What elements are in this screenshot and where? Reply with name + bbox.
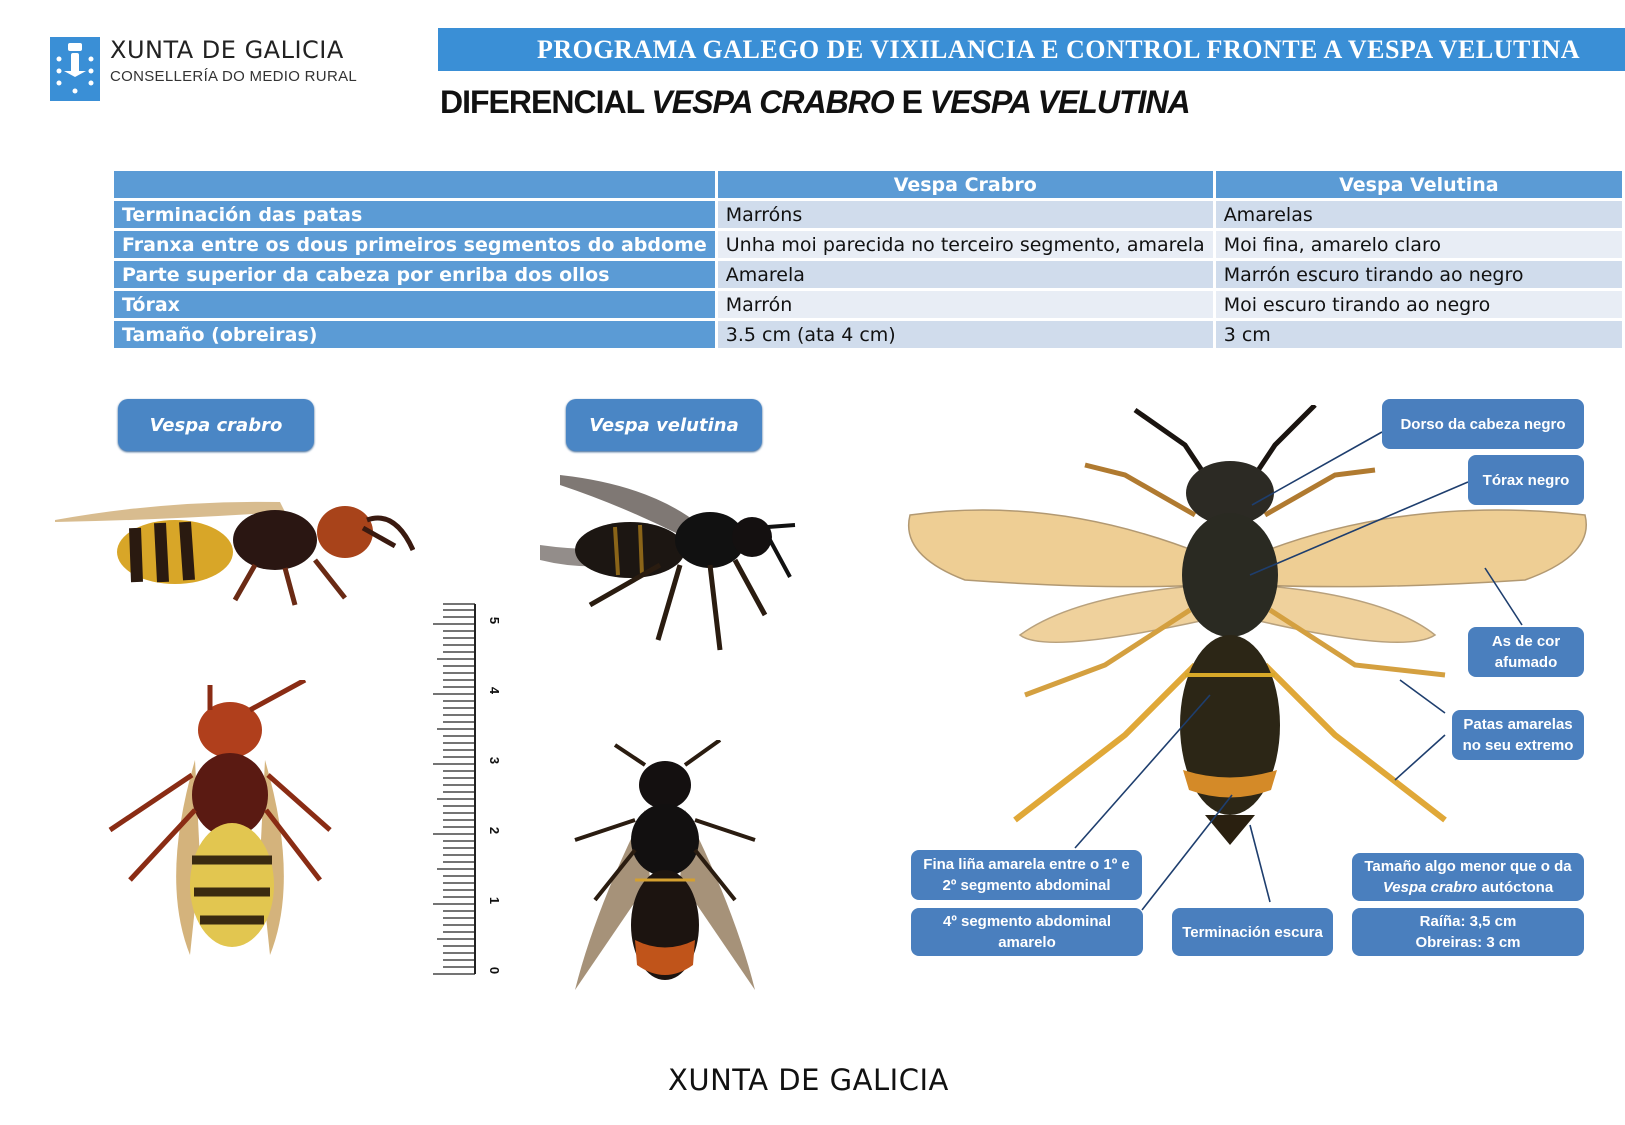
title-species-1: VESPA CRABRO: [651, 84, 894, 120]
org-name: XUNTA DE GALICIA: [110, 36, 344, 64]
callout-cuarto-segmento: 4º segmento abdominal amarelo: [911, 908, 1143, 956]
callout-fina-linha: Fina liña amarela entre o 1º e 2º segmento abdominal: [911, 850, 1142, 900]
table-header-cell: Vespa Crabro: [718, 171, 1213, 198]
table-cell: 3.5 cm (ata 4 cm): [718, 321, 1213, 348]
label-text: Vespa crabro: [149, 414, 283, 436]
table-cell: Moi escuro tirando ao negro: [1216, 291, 1622, 318]
callout-tamano-line1: Tamaño algo menor que o da: [1364, 858, 1572, 875]
ruler-label: 0: [487, 966, 503, 975]
ruler-label: 3: [487, 756, 503, 765]
ruler-label: 5: [487, 616, 503, 625]
row-header: Franxa entre os dous primeiros segmentos do abdome: [114, 231, 715, 258]
row-header: Parte superior da cabeza por enriba dos ollos: [114, 261, 715, 288]
footer-org-name: XUNTA DE GALICIA: [668, 1063, 949, 1097]
callout-torax: Tórax negro: [1468, 455, 1584, 505]
ruler-label: 4: [487, 686, 503, 695]
table-cell: Amarela: [718, 261, 1213, 288]
callout-dorso-cabeza: Dorso da cabeza negro: [1382, 399, 1584, 449]
callout-terminacion: Terminación escura: [1172, 908, 1333, 956]
callout-tamano-line2: [1383, 877, 1553, 898]
title-mid: E: [893, 84, 930, 120]
table-cell: Marrón: [718, 291, 1213, 318]
row-header: Tórax: [114, 291, 715, 318]
title-prefix: DIFERENCIAL: [440, 84, 652, 120]
row-header: Tamaño (obreiras): [114, 321, 715, 348]
callout-raina: Raíña: 3,5 cm: [1419, 913, 1517, 930]
label-text: Vespa velutina: [589, 414, 739, 436]
ruler-label: 1: [487, 896, 503, 905]
row-header: Terminación das patas: [114, 201, 715, 228]
callout-patas: Patas amarelas no seu extremo: [1452, 710, 1584, 760]
org-department: CONSELLERÍA DO MEDIO RURAL: [110, 68, 358, 85]
callout-sizes: [1352, 908, 1584, 956]
table-header-cell: Vespa Velutina: [1216, 171, 1622, 198]
callout-tamano-suffix: autóctona: [1477, 879, 1554, 896]
ruler-label: 2: [487, 826, 503, 835]
table-cell: Amarelas: [1216, 201, 1622, 228]
table-cell: Marrón escuro tirando ao negro: [1216, 261, 1622, 288]
table-cell: 3 cm: [1216, 321, 1622, 348]
table-cell: Marróns: [718, 201, 1213, 228]
table-cell: Moi fina, amarelo claro: [1216, 231, 1622, 258]
callout-as: As de cor afumado: [1468, 627, 1584, 677]
banner-text: PROGRAMA GALEGO DE VIXILANCIA E CONTROL FRONTE A VESPA VELUTINA: [536, 34, 1580, 64]
callout-obreiras: Obreiras: 3 cm: [1415, 934, 1521, 951]
table-cell: Unha moi parecida no terceiro segmento, amarela: [718, 231, 1213, 258]
callout-tamano-species: Vespa crabro: [1382, 879, 1478, 896]
callout-tamano: [1352, 853, 1584, 901]
title-species-2: VESPA VELUTINA: [929, 84, 1190, 120]
